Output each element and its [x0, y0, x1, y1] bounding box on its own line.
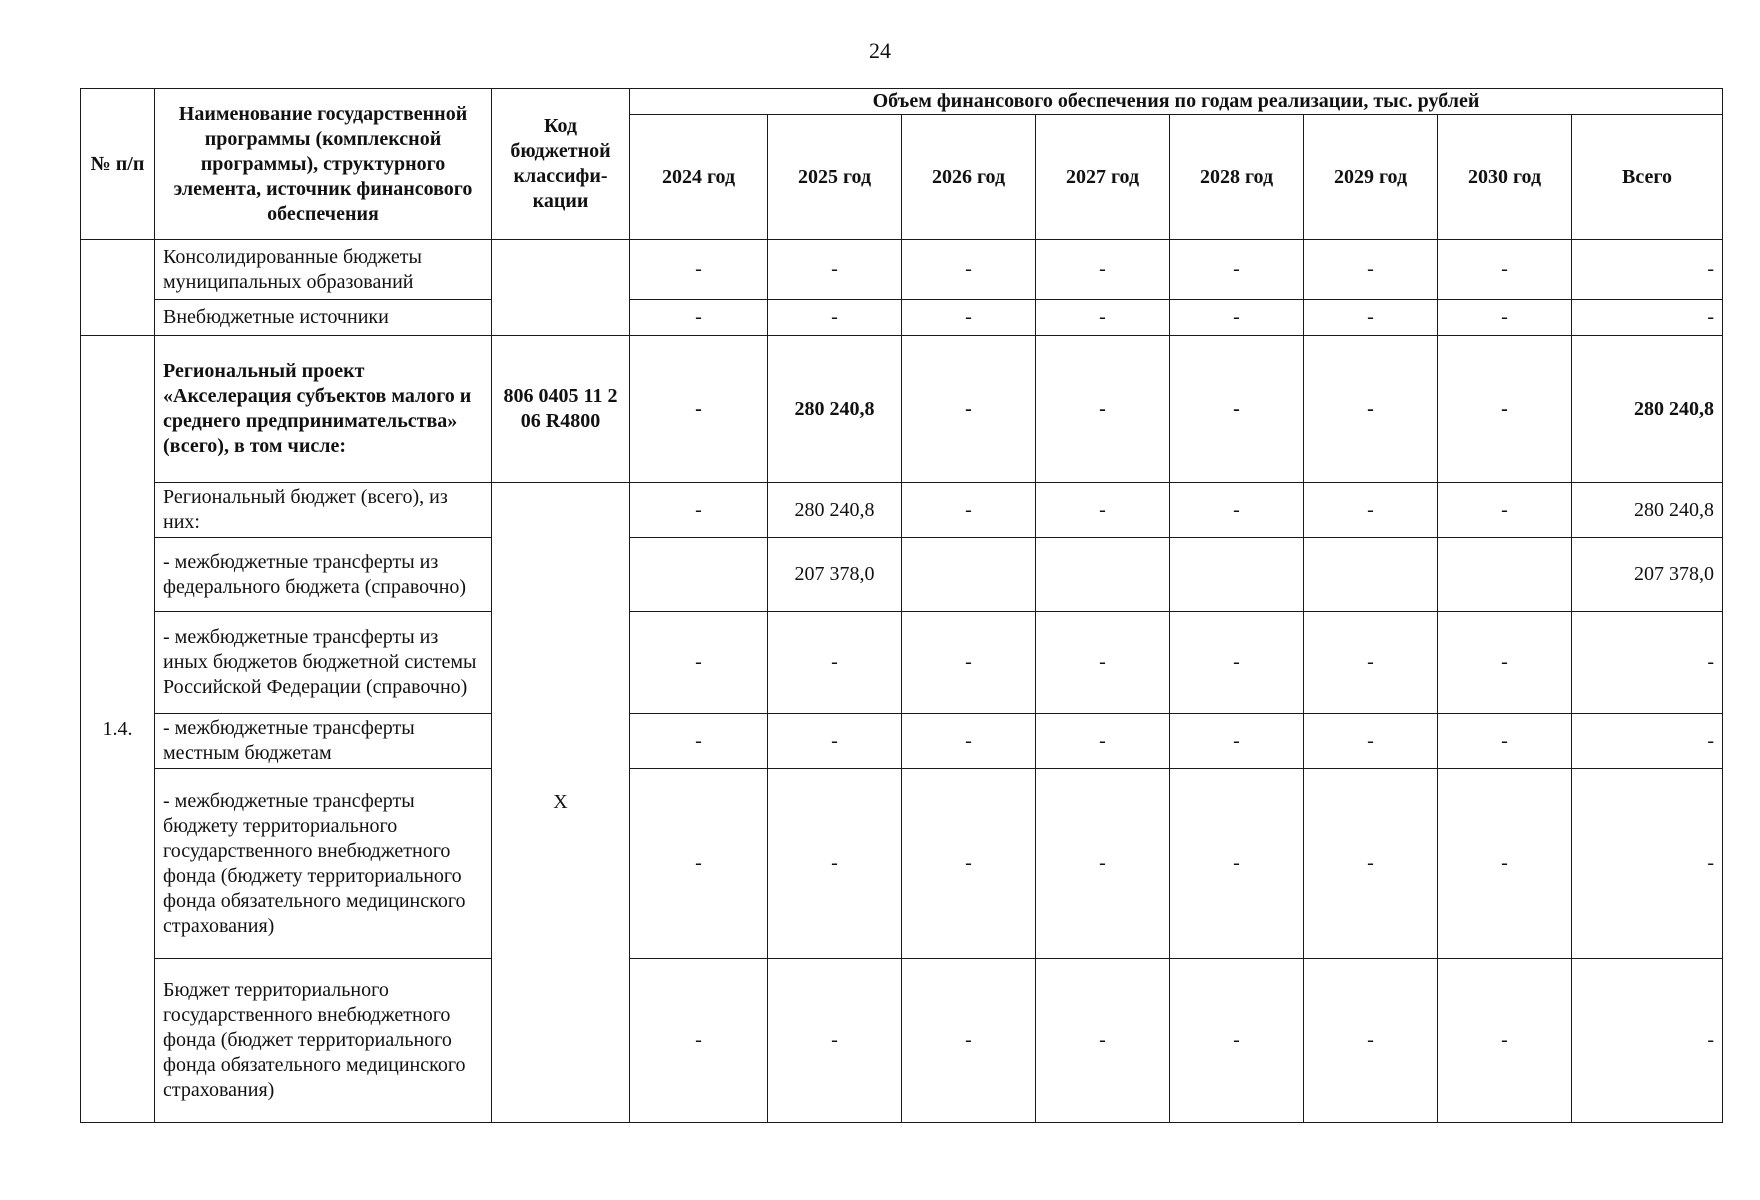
- cell-value: -: [768, 714, 902, 769]
- cell-value: -: [1170, 483, 1304, 538]
- cell-value: -: [1438, 714, 1572, 769]
- cell-value: -: [630, 300, 768, 336]
- cell-value: -: [1304, 959, 1438, 1123]
- row-name: - межбюджетные трансферты из федерального бюджета (справочно): [155, 538, 492, 612]
- cell-value: -: [1170, 612, 1304, 714]
- cell-value: -: [1304, 612, 1438, 714]
- table-row: [81, 538, 1723, 612]
- cell-value: -: [630, 769, 768, 959]
- table-row: [81, 959, 1723, 1123]
- header-code: Код бюджетной классифи-кации: [492, 89, 630, 240]
- cell-total: -: [1572, 240, 1723, 300]
- cell-value: -: [768, 769, 902, 959]
- cell-value: -: [1438, 769, 1572, 959]
- cell-value: -: [1304, 240, 1438, 300]
- cell-value: -: [1170, 336, 1304, 483]
- cell-value: 207 378,0: [768, 538, 902, 612]
- table-row: [81, 612, 1723, 714]
- cell-value: [1036, 538, 1170, 612]
- financing-table: [80, 88, 1723, 1123]
- cell-value: -: [1438, 959, 1572, 1123]
- cell-total: -: [1572, 714, 1723, 769]
- cell-value: [902, 538, 1036, 612]
- cell-value: -: [630, 612, 768, 714]
- table-row: [81, 240, 1723, 300]
- cell-value: -: [1438, 336, 1572, 483]
- cell-value: -: [768, 959, 902, 1123]
- header-group: Объем финансового обеспечения по годам реализации, тыс. рублей: [630, 89, 1723, 115]
- row-number: [81, 240, 155, 336]
- cell-value: -: [1304, 769, 1438, 959]
- cell-value: -: [902, 769, 1036, 959]
- cell-value: -: [1304, 300, 1438, 336]
- cell-value: -: [1036, 769, 1170, 959]
- cell-value: [1170, 538, 1304, 612]
- table-row: [81, 336, 1723, 483]
- header-num: № п/п: [81, 89, 155, 240]
- cell-total: 280 240,8: [1572, 483, 1723, 538]
- row-name: Региональный бюджет (всего), из них:: [155, 483, 492, 538]
- cell-value: -: [902, 612, 1036, 714]
- header-year: 2027 год: [1036, 115, 1170, 240]
- cell-value: -: [902, 483, 1036, 538]
- header-year: 2028 год: [1170, 115, 1304, 240]
- cell-value: -: [768, 300, 902, 336]
- row-name: - межбюджетные трансферты местным бюджетам: [155, 714, 492, 769]
- cell-value: -: [1036, 300, 1170, 336]
- row-name: Бюджет территориального государственного внебюджетного фонда (бюджет территориального фонда обязательного медицинского страхования): [155, 959, 492, 1123]
- cell-value: -: [902, 959, 1036, 1123]
- cell-value: -: [1170, 300, 1304, 336]
- cell-value: -: [630, 714, 768, 769]
- cell-total: 280 240,8: [1572, 336, 1723, 483]
- row-code: X: [492, 483, 630, 1123]
- row-name: Внебюджетные источники: [155, 300, 492, 336]
- row-code: 806 0405 11 2 06 R4800: [492, 336, 630, 483]
- cell-total: -: [1572, 769, 1723, 959]
- header-year: 2025 год: [768, 115, 902, 240]
- header-year: 2024 год: [630, 115, 768, 240]
- row-name: Консолидированные бюджеты муниципальных образований: [155, 240, 492, 300]
- cell-value: -: [1438, 612, 1572, 714]
- cell-value: -: [768, 240, 902, 300]
- cell-value: -: [768, 612, 902, 714]
- cell-total: -: [1572, 300, 1723, 336]
- cell-value: -: [1438, 240, 1572, 300]
- header-name: Наименование государственной программы (комплексной программы), структурного элемента, источник финансового обеспечения: [155, 89, 492, 240]
- row-code: [492, 240, 630, 336]
- cell-value: -: [1170, 714, 1304, 769]
- cell-value: -: [1036, 483, 1170, 538]
- row-number: 1.4.: [81, 336, 155, 1123]
- cell-value: -: [630, 959, 768, 1123]
- cell-value: -: [1036, 612, 1170, 714]
- cell-value: -: [902, 300, 1036, 336]
- cell-value: -: [1036, 240, 1170, 300]
- header-total: Всего: [1572, 115, 1723, 240]
- cell-total: 207 378,0: [1572, 538, 1723, 612]
- cell-value: -: [1170, 240, 1304, 300]
- cell-value: -: [1036, 714, 1170, 769]
- cell-value: [1304, 538, 1438, 612]
- cell-total: -: [1572, 612, 1723, 714]
- page-number: 24: [869, 38, 891, 63]
- cell-value: -: [630, 336, 768, 483]
- cell-value: 280 240,8: [768, 336, 902, 483]
- cell-value: -: [902, 336, 1036, 483]
- cell-value: -: [1036, 959, 1170, 1123]
- cell-value: -: [902, 714, 1036, 769]
- cell-value: [1438, 538, 1572, 612]
- table-row: [81, 769, 1723, 959]
- table-row: [81, 483, 1723, 538]
- row-name: Региональный проект «Акселерация субъектов малого и среднего предпринимательства» (всего), в том числе:: [155, 336, 492, 483]
- cell-value: -: [630, 483, 768, 538]
- cell-value: -: [630, 240, 768, 300]
- cell-value: [630, 538, 768, 612]
- header-year: 2026 год: [902, 115, 1036, 240]
- cell-value: -: [1170, 769, 1304, 959]
- cell-value: -: [1304, 483, 1438, 538]
- cell-value: 280 240,8: [768, 483, 902, 538]
- header-year: 2030 год: [1438, 115, 1572, 240]
- row-name: - межбюджетные трансферты бюджету территориального государственного внебюджетного фонда (бюджету территориального фонда обязательного медицинского страхования): [155, 769, 492, 959]
- cell-value: -: [1304, 714, 1438, 769]
- cell-value: -: [1036, 336, 1170, 483]
- header-year: 2029 год: [1304, 115, 1438, 240]
- row-name: - межбюджетные трансферты из иных бюджетов бюджетной системы Российской Федерации (справочно): [155, 612, 492, 714]
- cell-value: -: [1438, 483, 1572, 538]
- cell-total: -: [1572, 959, 1723, 1123]
- table-row: [81, 300, 1723, 336]
- cell-value: -: [902, 240, 1036, 300]
- cell-value: -: [1304, 336, 1438, 483]
- table-row: [81, 714, 1723, 769]
- cell-value: -: [1170, 959, 1304, 1123]
- cell-value: -: [1438, 300, 1572, 336]
